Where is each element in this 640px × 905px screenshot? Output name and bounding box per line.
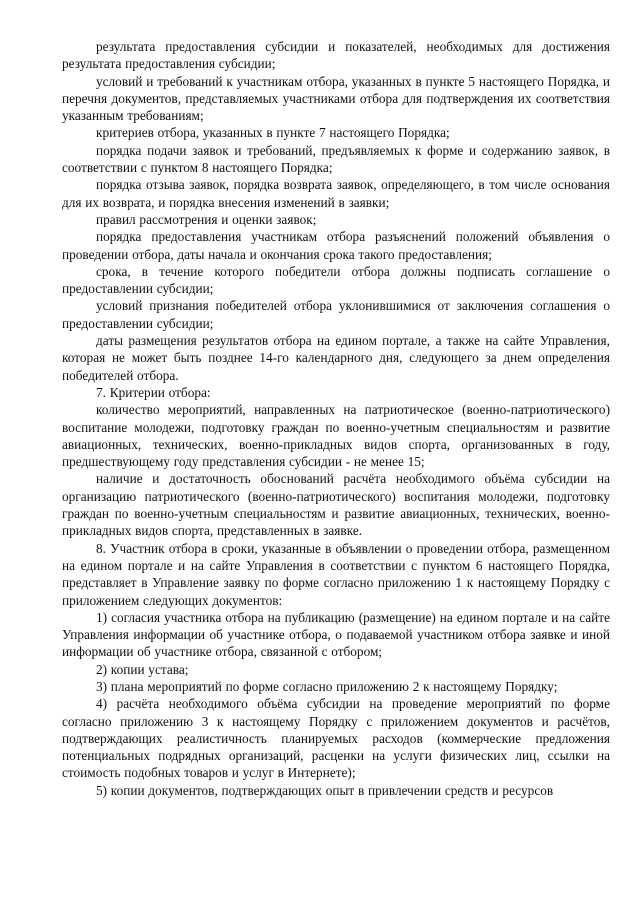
list-item-consent: 1) согласия участника отбора на публикацию (размещение) на едином портале и на сайте Управления информации об участнике отбора, о подаваемой участником отбора заявке и иной информации об участнике отбора, связанной с отбором; bbox=[62, 609, 610, 660]
section-heading-criteria: 7. Критерии отбора: bbox=[96, 384, 211, 400]
paragraph-clarifications: порядка предоставления участникам отбора разъяснений положений объявления о проведении отбора, даты начала и окончания срока такого предоставления; bbox=[62, 229, 610, 262]
document-page bbox=[62, 38, 610, 799]
list-item-subsidy-calculation: 4) расчёта необходимого объёма субсидии на проведение мероприятий по форме согласно приложению 3 к настоящему Порядку с приложением документов и расчётов, подтверждающих реалистичность планируемых расходов (коммерческие предложения потенциальных подрядных организаций, расценки на услуги физических лиц, ссылки на стоимость подобных товаров и услуг в Интернете); bbox=[62, 696, 610, 781]
paragraph-review-rules: правил рассмотрения и оценки заявок; bbox=[96, 211, 317, 227]
paragraph-criterion-justification: наличие и достаточность обоснований расчёта необходимого объёма субсидии на организацию патриотического (военно-патриотического) воспитания молодежи, подготовку граждан по военно-учетным специальностям и развитие авиационных, технических, военно-прикладных видов спорта, представленных в заявке. bbox=[62, 471, 610, 539]
paragraph-application-procedure: порядка подачи заявок и требований, предъявляемых к форме и содержанию заявок, в соответствии с пунктом 8 настоящего Порядка; bbox=[62, 142, 610, 176]
paragraph-evasion-conditions: условий признания победителей отбора уклонившимися от заключения соглашения о предоставлении субсидии; bbox=[62, 298, 610, 331]
paragraph-section-8-application: 8. Участник отбора в сроки, указанные в объявлении о проведении отбора, размещенном на едином портале и на сайте Управления в соответствии с пунктом 6 настоящего Порядка, представляет в Управление заявку по форме согласно приложению 1 к настоящему Порядку с приложением следующих документов: bbox=[62, 540, 610, 608]
paragraph-result-indicators: результата предоставления субсидии и показателей, необходимых для достижения результата предоставления субсидии; bbox=[62, 39, 610, 72]
paragraph-agreement-deadline: срока, в течение которого победители отбора должны подписать соглашение о предоставлении субсидии; bbox=[62, 263, 610, 297]
list-item-experience-documents: 5) копии документов, подтверждающих опыт в привлечении средств и ресурсов bbox=[96, 782, 554, 798]
list-item-events-plan: 3) плана мероприятий по форме согласно приложению 2 к настоящему Порядку; bbox=[96, 678, 558, 694]
paragraph-selection-criteria-ref: критериев отбора, указанных в пункте 7 настоящего Порядка; bbox=[96, 125, 450, 141]
list-item-charter-copy: 2) копии устава; bbox=[96, 661, 189, 677]
paragraph-results-publication: даты размещения результатов отбора на едином портале, а также на сайте Управления, которая не может быть позднее 14-го календарного дня, следующего за днем определения победителей отбора. bbox=[62, 333, 610, 383]
paragraph-criterion-events-count: количество мероприятий, направленных на патриотическое (военно-патриотического) воспитание молодежи, подготовку граждан по военно-учетным специальностям и развитие авиационных, технических, военно-прикладных видов спорта, организованных в году, предшествующему году представления субсидии - не менее 15; bbox=[62, 402, 610, 470]
paragraph-application-withdrawal: порядка отзыва заявок, порядка возврата заявок, определяющего, в том числе основания для их возврата, и порядка внесения изменений в заявки; bbox=[62, 177, 610, 210]
paragraph-participant-requirements: условий и требований к участникам отбора, указанных в пункте 5 настоящего Порядка, и перечня документов, представляемых участниками отбора для подтверждения их соответствия указанным требованиям; bbox=[62, 73, 610, 124]
